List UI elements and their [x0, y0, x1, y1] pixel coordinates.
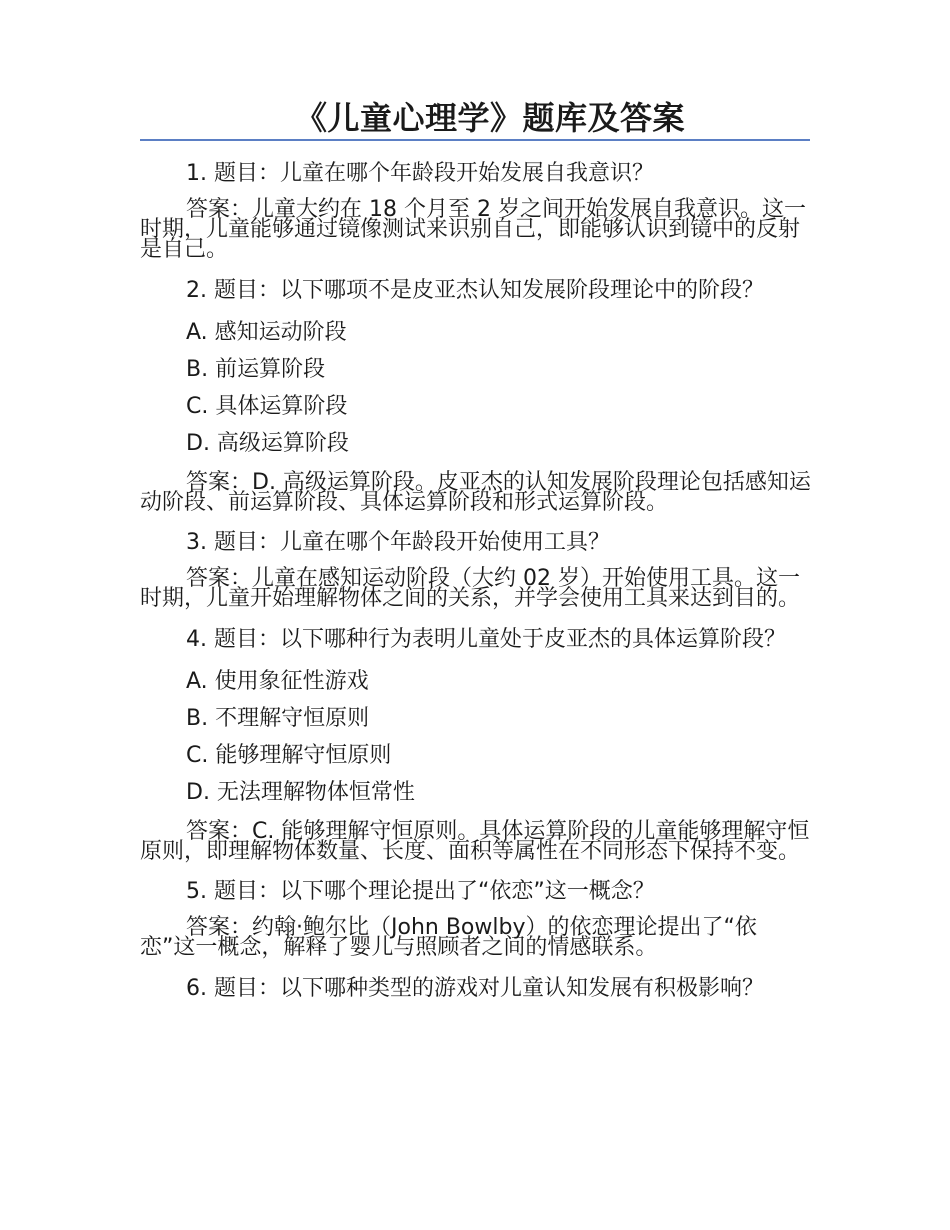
answer-2: 答案：D. 高级运算阶段。皮亚杰的认知发展阶段理论包括感知运动阶段、前运算阶段、具体运算阶段和形式运算阶段。 [140, 470, 811, 515]
title-underline [140, 139, 810, 141]
document-body [140, 150, 812, 1002]
option-2b: B. 前运算阶段 [186, 357, 326, 382]
answer-5: 答案：约翰·鲍尔比（John Bowlby）的依恋理论提出了“依恋”这一概念，解释了婴儿与照顾者之间的情感联系。 [140, 915, 757, 960]
question-3: 3. 题目：儿童在哪个年龄段开始使用工具？ [186, 530, 610, 555]
question-4: 4. 题目：以下哪种行为表明儿童处于皮亚杰的具体运算阶段？ [186, 627, 786, 652]
answer-3: 答案：儿童在感知运动阶段（大约 02 岁）开始使用工具。这一时期，儿童开始理解物体之间的关系，并学会使用工具来达到目的。 [140, 566, 801, 611]
answer-4: 答案：C. 能够理解守恒原则。具体运算阶段的儿童能够理解守恒原则，即理解物体数量、长度、面积等属性在不同形态下保持不变。 [140, 819, 810, 864]
option-4c: C. 能够理解守恒原则 [186, 743, 392, 768]
question-5: 5. 题目：以下哪个理论提出了“依恋”这一概念？ [186, 879, 655, 904]
option-4a: A. 使用象征性游戏 [186, 669, 369, 694]
question-2: 2. 题目：以下哪项不是皮亚杰认知发展阶段理论中的阶段？ [186, 278, 764, 303]
document-title: 《儿童心理学》题库及答案 [294, 99, 685, 137]
option-2a: A. 感知运动阶段 [186, 320, 347, 345]
option-4d: D. 无法理解物体恒常性 [186, 780, 415, 805]
option-2d: D. 高级运算阶段 [186, 431, 349, 456]
question-6: 6. 题目：以下哪种类型的游戏对儿童认知发展有积极影响？ [186, 976, 764, 1001]
option-4b: B. 不理解守恒原则 [186, 706, 370, 731]
answer-1: 答案：儿童大约在 18 个月至 2 岁之间开始发展自我意识。这一时期，儿童能够通过镜像测试来识别自己，即能够认识到镜中的反射是自己。 [140, 197, 806, 262]
question-1: 1. 题目：儿童在哪个年龄段开始发展自我意识？ [186, 161, 654, 186]
option-2c: C. 具体运算阶段 [186, 394, 348, 419]
